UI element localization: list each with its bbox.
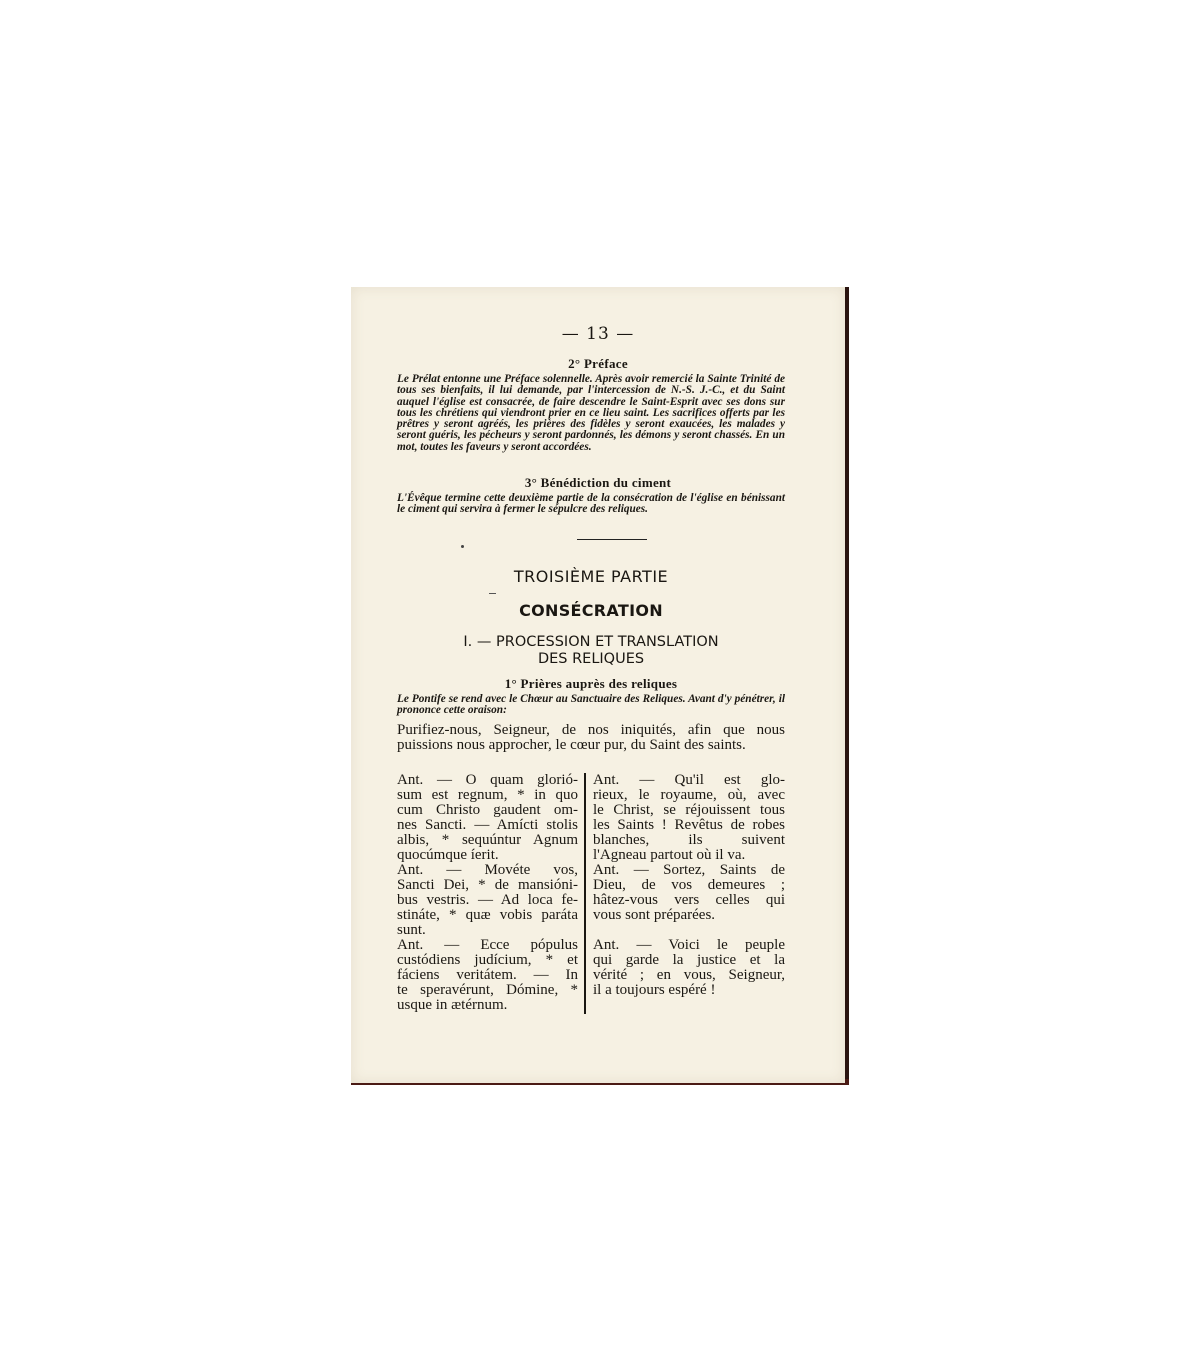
heading-benediction: 3° Bénédiction du ciment: [524, 475, 672, 490]
latin-line: nes Sancti. — Amícti stolis: [397, 817, 578, 833]
latin-line: bus vestris. — Ad loca fe-: [397, 892, 578, 908]
french-line: blanches, ils suivent: [593, 832, 785, 848]
latin-antiphon-1: [397, 773, 578, 863]
latin-line: fáciens veritátem. — In: [397, 967, 578, 983]
french-line: il a toujours espéré !: [593, 982, 716, 998]
heading-prieres: 1° Prières auprès des reliques: [504, 676, 678, 691]
latin-antiphon-3: [397, 938, 578, 1013]
rubric-prieres: Le Pontife se rend avec le Chœur au Sanctuaire des Reliques. Avant d'y pénétrer, il prononce cette oraison:: [397, 693, 785, 717]
latin-line: stináte, * quæ vobis paráta: [397, 907, 578, 923]
latin-line: quocúmque íerit.: [397, 847, 499, 863]
french-line: Dieu, de vos demeures ;: [593, 877, 785, 893]
french-line: Ant. — Qu'il est glo-: [593, 772, 785, 788]
chapter-title-line2: DES RELIQUES: [537, 651, 645, 667]
latin-line: Sancti Dei, * de mansióni-: [397, 877, 578, 893]
french-antiphon-3: [593, 938, 785, 998]
french-column: [593, 773, 785, 998]
chapter-title-line1: I. — PROCESSION ET TRANSLATION: [463, 634, 719, 650]
french-line: le Christ, se réjouissent tous: [593, 802, 785, 818]
latin-antiphon-2: [397, 863, 578, 938]
latin-line: sunt.: [397, 922, 426, 938]
french-line: les Saints ! Revêtus de robes: [593, 817, 785, 833]
latin-line: usque in ætérnum.: [397, 997, 508, 1013]
stray-dot: [461, 545, 464, 548]
latin-line: Ant. — Ecce pópulus: [397, 937, 578, 953]
french-line: vérité ; en vous, Seigneur,: [593, 967, 785, 983]
stray-dash: [489, 593, 496, 594]
latin-line: Ant. — Movéte vos,: [397, 862, 578, 878]
part-subtitle: CONSÉCRATION: [519, 601, 663, 620]
french-line: hâtez-vous vers celles qui: [593, 892, 785, 908]
page-edge-right: [845, 287, 849, 1085]
french-antiphon-2: [593, 863, 785, 923]
heading-preface: [351, 356, 845, 372]
page-number: — 13 —: [561, 324, 635, 344]
latin-line: albis, * sequúntur Agnum: [397, 832, 578, 848]
column-divider: [584, 773, 586, 1014]
latin-line: te speravérunt, Dómine, *: [397, 982, 578, 998]
latin-column: [397, 773, 578, 1013]
book-page: [351, 287, 845, 1083]
french-line: vous sont préparées.: [593, 907, 716, 923]
latin-line: Ant. — O quam glorió-: [397, 772, 578, 788]
french-antiphon-1: [593, 773, 785, 863]
french-line: qui garde la justice et la: [593, 952, 785, 968]
part-title: TROISIÈME PARTIE: [513, 567, 669, 586]
prayer-text: Purifiez-nous, Seigneur, de nos iniquités, afin que nous puissions nous approcher, le cœur pur, du Saint des saints.: [397, 722, 785, 753]
heading-preface-text: 2° Préface: [568, 356, 628, 371]
french-line: Ant. — Voici le peuple: [593, 937, 785, 953]
french-line: Ant. — Sortez, Saints de: [593, 862, 785, 878]
latin-line: cum Christo gaudent om-: [397, 802, 578, 818]
french-line: l'Agneau partout où il va.: [593, 847, 746, 863]
latin-line: custódiens judícium, * et: [397, 952, 578, 968]
french-line: rieux, le royaume, où, avec: [593, 787, 785, 803]
section-divider-rule: [577, 539, 647, 540]
rubric-preface: Le Prélat entonne une Préface solennelle. Après avoir remercié la Sainte Trinité de tous ses bienfaits, il lui demande, par l'intercession de N.-S. J.-C., et du Saint auquel l'église est consacrée, de faire descendre le Saint-Esprit avec ses dons sur tous les chrétiens qui viendront prier en ce lieu saint. Les sacrifices offerts par les prêtres y seront agréés, les prières des fidèles y seront exaucées, les malades y seront guéris, les pécheurs y seront pardonnés, les démons y seront chassés. En un mot, toutes les faveurs y seront accordées.: [397, 373, 785, 453]
french-spacer: [593, 923, 785, 938]
latin-line: sum est regnum, * in quo: [397, 787, 578, 803]
rubric-benediction: L'Évêque termine cette deuxième partie de la consécration de l'église en bénissant le ciment qui servira à fermer le sépulcre des reliques.: [397, 492, 785, 516]
